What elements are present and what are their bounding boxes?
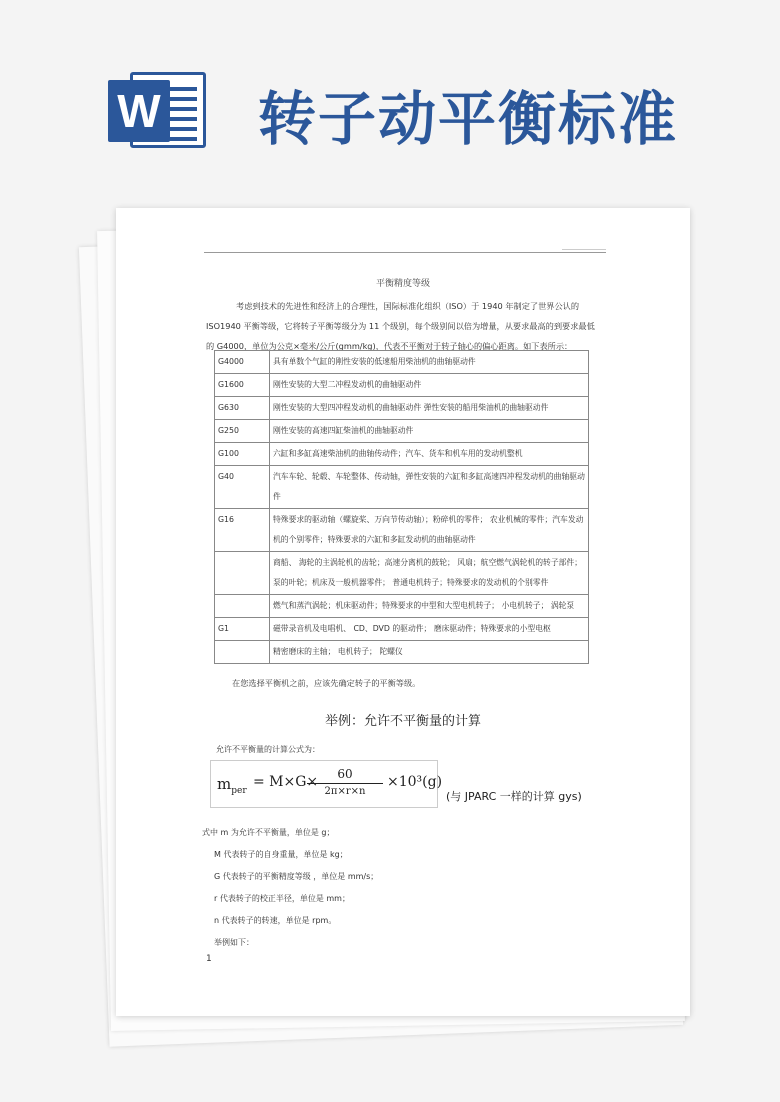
formula-note: (与 JPARC 一样的计算 gys) <box>446 790 582 803</box>
header-rule-mark <box>562 249 606 250</box>
intro-line: 的 G4000，单位为公克×毫米/公斤(gmm/kg)，代表不平衡对于转子轴心的偏心距离。如下表所示： <box>206 341 573 351</box>
description-cell: 六缸和多缸高速柴油机的曲轴传动件；汽车、货车和机车用的发动机整机 <box>270 443 589 466</box>
description-cell: 刚性安装的大型二冲程发动机的曲轴驱动件 <box>270 374 589 397</box>
document-page <box>116 208 690 1016</box>
definition-line: r 代表转子的校正半径，单位是 mm； <box>214 894 350 903</box>
formula-label: 允许不平衡量的计算公式为： <box>216 745 320 754</box>
banner <box>0 0 780 200</box>
formula-lhs: $m_{per}$ <box>217 775 247 796</box>
banner-title: 转子动平衡标准 <box>258 85 679 153</box>
description-cell: 精密磨床的主轴； 电机转子； 陀螺仪 <box>270 641 589 664</box>
grade-cell <box>215 595 270 618</box>
page-title: 平衡精度等级 <box>375 279 430 289</box>
description-cell: 磁带录音机及电唱机、 CD、DVD 的驱动件； 磨床驱动件；特殊要求的小型电枢 <box>270 618 589 641</box>
grade-cell: G40 <box>215 466 270 509</box>
balance-grade-table <box>214 350 589 664</box>
grade-cell <box>215 552 270 595</box>
formula-numerator: 60 <box>307 765 383 784</box>
description-cell: 商船、 海轮的主涡轮机的齿轮；高速分离机的鼓轮； 风扇；航空燃气涡轮机的转子部件； 泵的叶轮；机床及一般机器零件； 普通电机转子；特殊要求的发动机的个别零件 <box>270 552 589 595</box>
formula-denominator: 2π×r×n <box>324 786 366 797</box>
definition-line: n 代表转子的转速，单位是 rpm。 <box>214 916 337 925</box>
description-cell: 汽车车轮、轮毂、车轮整体、传动轴，弹性安装的六缸和多缸高速四冲程发动机的曲轴驱动件 <box>270 466 589 509</box>
formula-tail: ×10³(g) <box>387 774 443 790</box>
description-cell: 刚性安装的高速四缸柴油机的曲轴驱动件 <box>270 420 589 443</box>
table-row <box>215 595 589 618</box>
description-cell: 特殊要求的驱动轴（螺旋桨、万向节传动轴）；粉碎机的零件； 农业机械的零件；汽车发动机的个别零件；特殊要求的六缸和多缸发动机的曲轴驱动件 <box>270 509 589 552</box>
grade-cell: G630 <box>215 397 270 420</box>
table-row <box>215 641 589 664</box>
word-logo-letter: W <box>108 80 170 142</box>
description-cell: 刚性安装的大型四冲程发动机的曲轴驱动件 弹性安装的船用柴油机的曲轴驱动件 <box>270 397 589 420</box>
intro-line: 考虑到技术的先进性和经济上的合理性，国际标准化组织（ISO）于 1940 年制定了世界公认的 <box>236 301 580 311</box>
table-row <box>215 552 589 595</box>
grade-cell: G250 <box>215 420 270 443</box>
table-row <box>215 466 589 509</box>
example-title: 举例：允许不平衡量的计算 <box>324 714 481 729</box>
grade-cell: G1600 <box>215 374 270 397</box>
selection-note: 在您选择平衡机之前，应该先确定转子的平衡等级。 <box>232 678 421 688</box>
header-rule <box>204 252 606 253</box>
word-icon <box>108 68 208 152</box>
table-row <box>215 374 589 397</box>
formula-eq: = M×G× <box>253 774 319 790</box>
intro-paragraph <box>206 296 606 356</box>
description-cell: 具有单数个气缸的刚性安装的低速船用柴油机的曲轴驱动件 <box>270 351 589 374</box>
table-row <box>215 351 589 374</box>
table-row <box>215 397 589 420</box>
definition-line: 式中 m 为允许不平衡量，单位是 g； <box>202 828 335 837</box>
formula-image <box>210 760 443 808</box>
grade-cell: G100 <box>215 443 270 466</box>
formula-fraction <box>307 765 383 800</box>
page-number: 1 <box>206 954 212 964</box>
grade-cell <box>215 641 270 664</box>
table-row <box>215 443 589 466</box>
table-row <box>215 420 589 443</box>
definition-line: G 代表转子的平衡精度等级 ，单位是 mm/s； <box>214 872 379 881</box>
intro-line: ISO1940 平衡等级，它将转子平衡等级分为 11 个级别，每个级别间以倍为增量，从要求最高的到要求最低 <box>206 321 595 331</box>
description-cell: 燃气和蒸汽涡轮；机床驱动件；特殊要求的中型和大型电机转子； 小电机转子； 涡轮泵 <box>270 595 589 618</box>
table-row <box>215 618 589 641</box>
grade-cell: G16 <box>215 509 270 552</box>
definition-line: 举例如下： <box>214 938 254 947</box>
grade-cell: G4000 <box>215 351 270 374</box>
table-row <box>215 509 589 552</box>
variable-definitions <box>202 822 378 954</box>
grade-cell: G1 <box>215 618 270 641</box>
definition-line: M 代表转子的自身重量，单位是 kg； <box>214 850 348 859</box>
